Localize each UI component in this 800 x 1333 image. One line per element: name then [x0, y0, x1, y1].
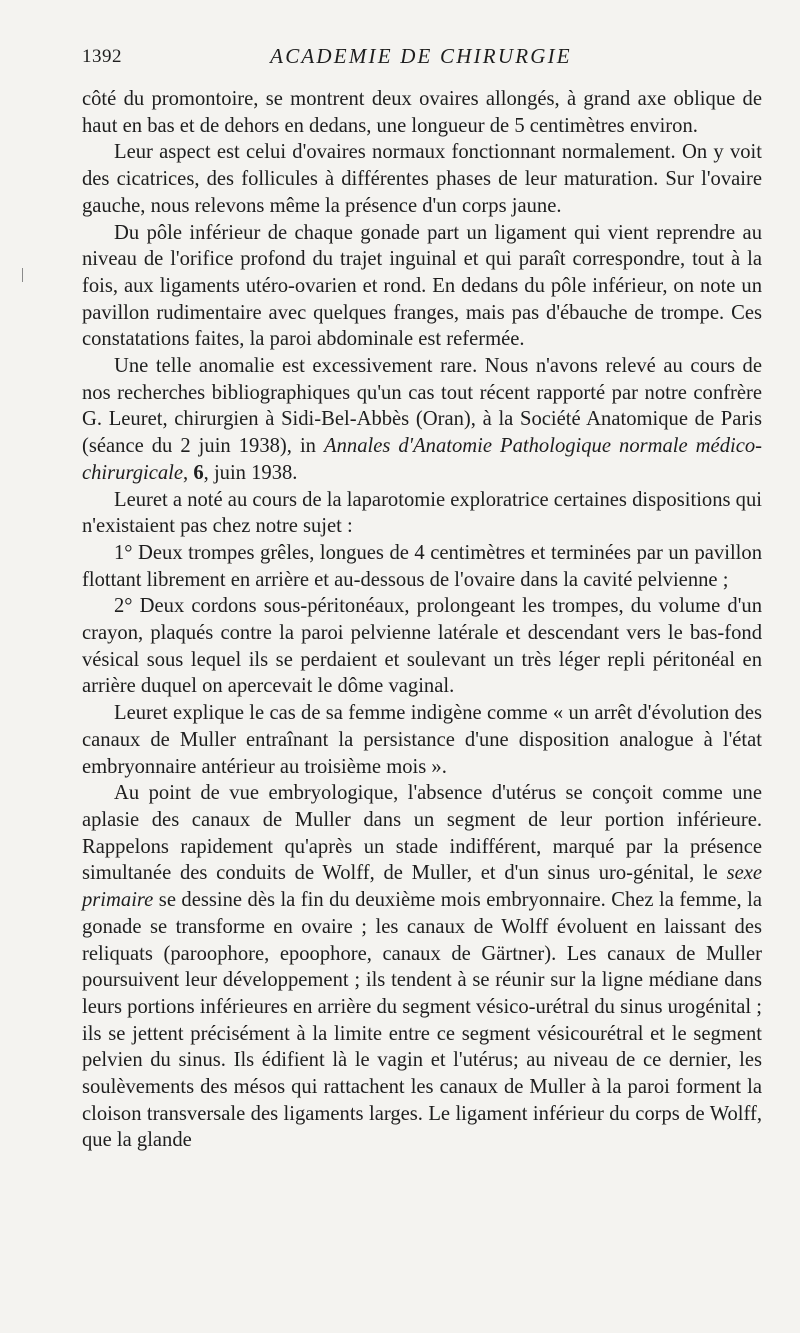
paragraph-1: [82, 86, 762, 139]
text-segment: 1° Deux trompes grêles, longues de 4 centimètres et terminées par un pavillon flottant librement en arrière et au-dessous de l'ovaire dans la cavité pelvienne ;: [82, 541, 762, 591]
italic-text: sexe primaire: [82, 862, 762, 912]
bold-text: 6: [193, 461, 204, 484]
text-segment: se dessine dès la fin du deuxième mois embryonnaire. Chez la femme, la gonade se transforme en ovaire ; les canaux de Wolff évoluent en laissant des reliquats (paroophore, epoophore, canaux de Gärtner). Les canaux de Muller poursuivent leur développement ; ils tendent à se réunir sur la ligne médiane dans leurs portions inférieures en arrière du segment vésico-urétral du sinus urogénital ; ils se jettent précisément à la limite entre ce segment vésicourétral et le segment pelvien du sinus. Ils édifient là le vagin et l'utérus; au niveau de ce dernier, les soulèvements des mésos qui rattachent les canaux de Muller à la paroi forment la cloison transversale des ligaments larges. Le ligament inférieur du corps de Wolff, que la glande: [82, 889, 762, 1152]
text-segment: côté du promontoire, se montrent deux ovaires allongés, à grand axe oblique de haut en bas et de dehors en dedans, une longueur de 5 centimètres environ.: [82, 88, 762, 137]
text-segment: Leur aspect est celui d'ovaires normaux fonctionnant normalement. On y voit des cicatrices, des follicules à différentes phases de leur maturation. Sur l'ovaire gauche, nous relevons même la présence d'un corps jaune.: [82, 141, 762, 217]
text-segment: Du pôle inférieur de chaque gonade part un ligament qui vient reprendre au niveau de l'orifice profond du trajet inguinal et qui paraît correspondre, tout à la fois, aux ligaments utéro-ovarien et rond. En dedans du pôle inférieur, on note un pavillon rudimentaire avec quelques franges, mais pas d'ébauche de trompe. Ces constatations faites, la paroi abdominale est refermée.: [82, 221, 762, 351]
italic-text: Annales d'Anatomie Pathologique normale médico-chirurgicale: [82, 435, 763, 484]
text-segment: Leuret explique le cas de sa femme indigène comme « un arrêt d'évolution des canaux de Muller entraînant la persistance d'une disposition analogue à l'état embryonnaire antérieur au troisième mois ».: [82, 702, 762, 778]
body-text: [82, 86, 762, 1154]
paragraph-6: [82, 540, 762, 593]
paragraph-7: [82, 593, 762, 700]
paragraph-3: [82, 220, 762, 354]
text-segment: Une telle anomalie est excessivement rare. Nous n'avons relevé au cours de nos recherches bibliographiques qu'un cas tout récent rapporté par notre confrère G. Leuret, chirurgien à Sidi-Bel-Abbès (Oran), à la Société Anatomique de Paris (séance du 2 juin 1938), in: [82, 355, 762, 458]
paragraph-8: [82, 700, 762, 780]
paragraph-4: [82, 353, 762, 487]
text-segment: Au point de vue embryologique, l'absence d'utérus se conçoit comme une aplasie des canaux de Muller dans un segment de leur portion inférieure. Rappelons rapidement qu'après un stade indifférent, marqué par la présence simultanée des conduits de Wolff, de Muller, et d'un sinus uro-génital, le: [82, 782, 762, 885]
paragraph-9: [82, 780, 762, 1154]
paragraph-2: [82, 139, 762, 219]
paragraph-5: [82, 487, 762, 540]
margin-mark: [22, 268, 23, 282]
running-title: ACADEMIE DE CHIRURGIE: [270, 44, 572, 68]
page-number: 1392: [82, 46, 122, 67]
text-segment: Leuret a noté au cours de la laparotomie exploratrice certaines dispositions qui n'existaient pas chez notre sujet :: [82, 488, 762, 538]
text-segment: , juin 1938.: [203, 461, 298, 484]
text-segment: ,: [183, 461, 194, 484]
page-header: [82, 44, 760, 74]
text-segment: 2° Deux cordons sous-péritonéaux, prolongeant les trompes, du volume d'un crayon, plaqués contre la paroi pelvienne latérale et descendant vers le bas-fond vésical sous lequel ils se perdaient et soulevant un très léger repli péritonéal en arrière duquel on apercevait le dôme vaginal.: [82, 595, 762, 698]
